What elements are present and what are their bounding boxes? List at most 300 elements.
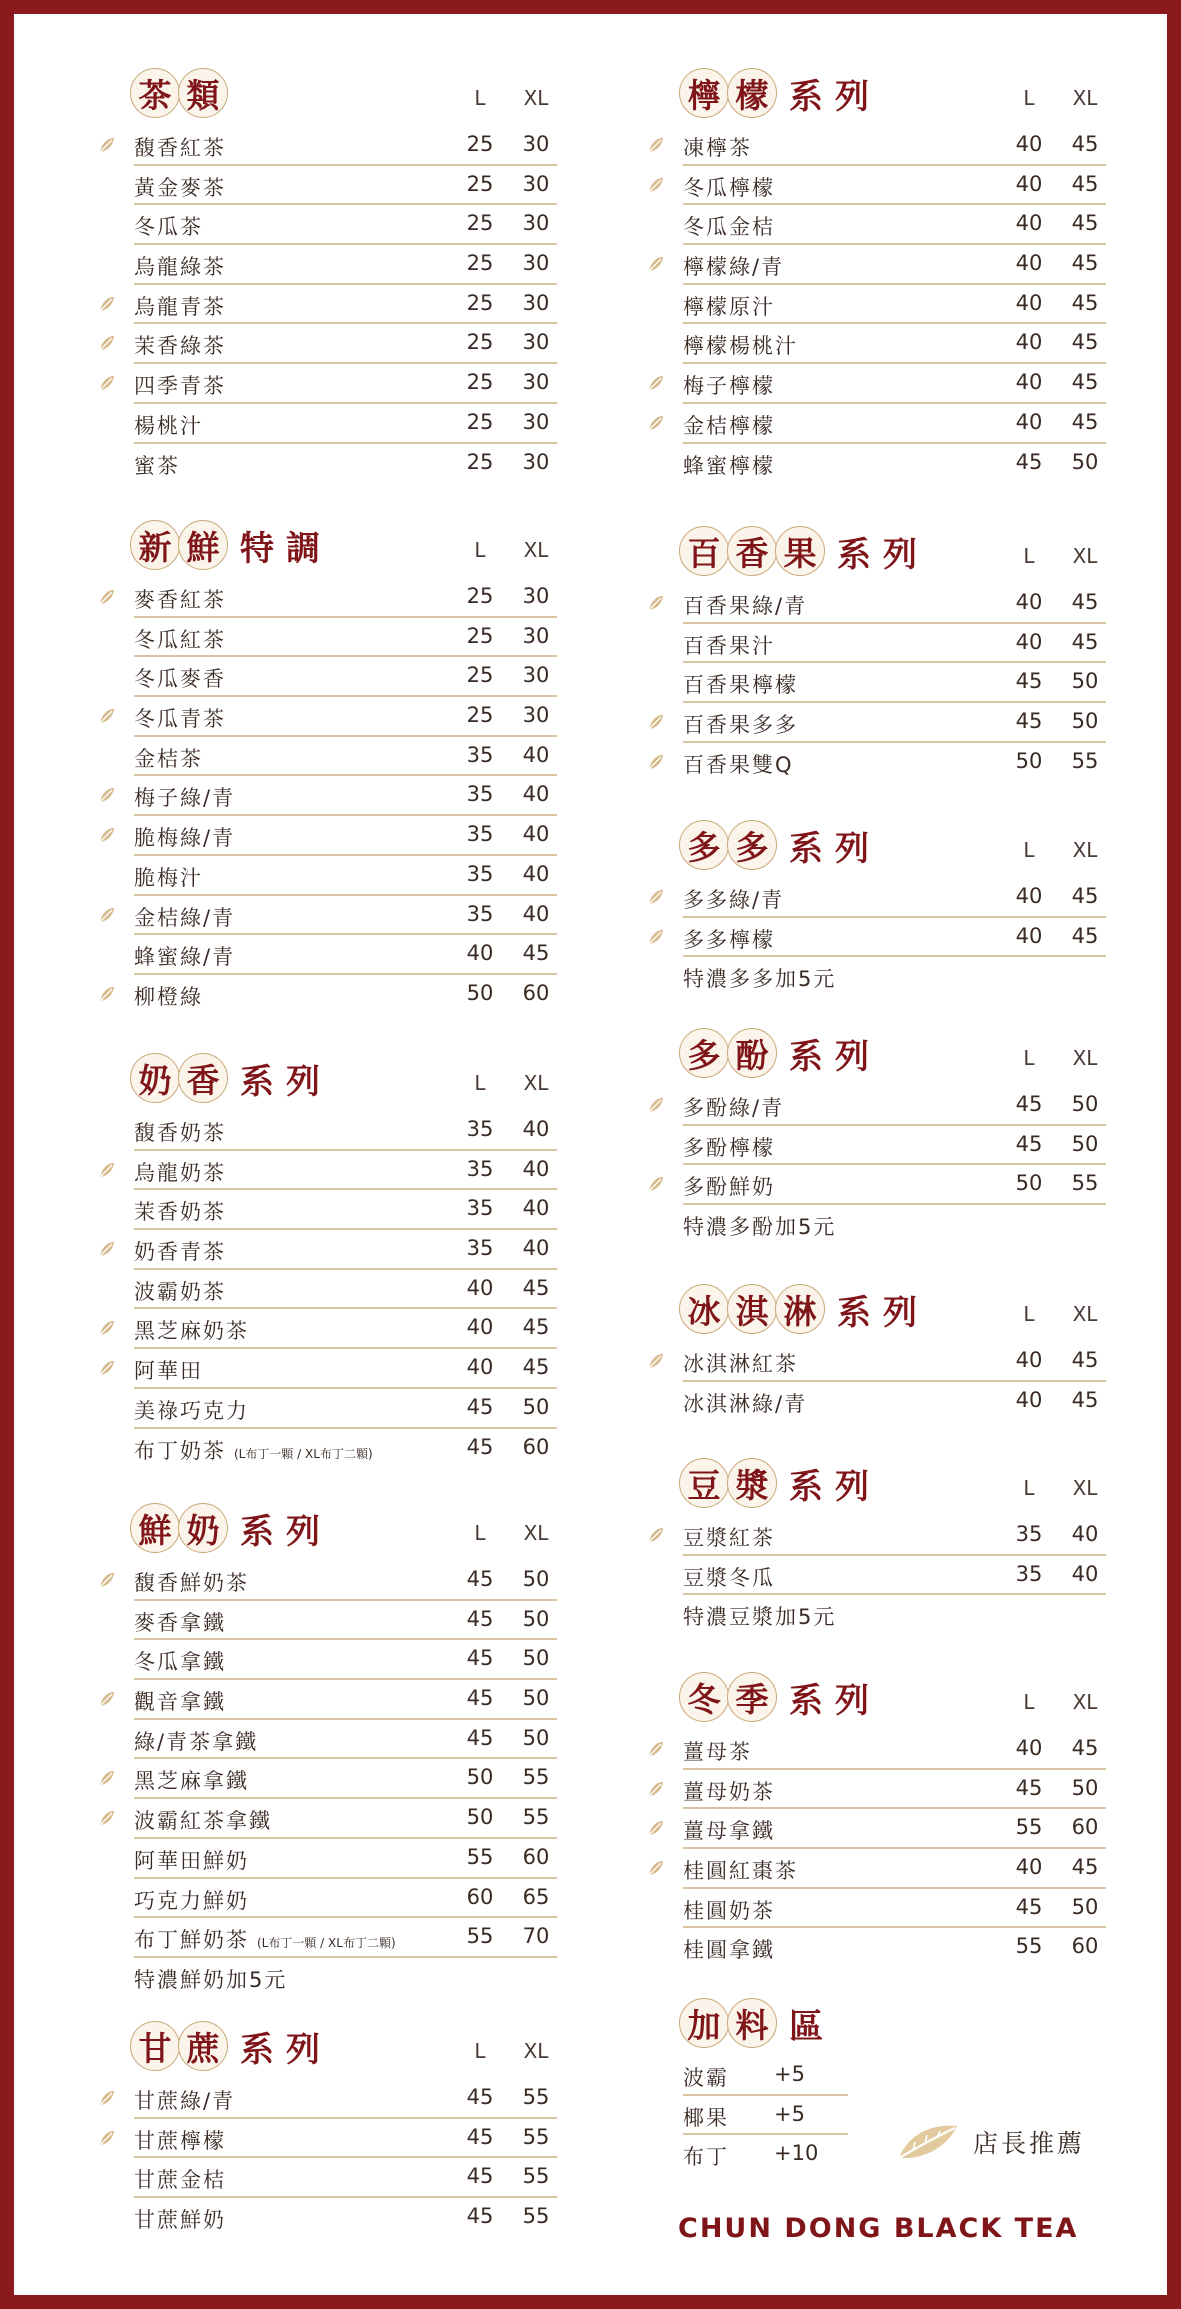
item-name: 多酚綠/青 bbox=[683, 1096, 785, 1120]
price-l: 50 bbox=[466, 980, 494, 1005]
price-l: 45 bbox=[466, 2204, 494, 2229]
item-name: 特濃多多加5元 bbox=[683, 967, 837, 992]
item-name-wrap bbox=[134, 1435, 373, 1465]
section-header bbox=[120, 516, 557, 578]
title-char-circled: 百 bbox=[679, 526, 729, 576]
section-title bbox=[130, 1053, 332, 1103]
menu-item bbox=[120, 126, 557, 166]
item-name: 黑芝麻拿鐵 bbox=[134, 1769, 249, 1794]
item-name: 百香果汁 bbox=[683, 633, 775, 658]
price-l: 45 bbox=[1015, 709, 1043, 734]
tea-leaf-icon bbox=[98, 1690, 116, 1708]
item-name: 甘蔗綠/青 bbox=[134, 2089, 236, 2113]
section-header bbox=[669, 1454, 1106, 1516]
tea-leaf-icon bbox=[98, 2129, 116, 2147]
menu-item bbox=[120, 205, 557, 245]
price-l: 40 bbox=[1015, 251, 1043, 276]
tea-leaf-icon bbox=[647, 1780, 665, 1798]
section-header bbox=[669, 64, 1106, 126]
item-name: 特濃鮮奶加5元 bbox=[134, 1967, 288, 1992]
menu-item bbox=[120, 1561, 557, 1601]
size-xl-header: XL bbox=[523, 1071, 549, 1095]
title-text: 系列 bbox=[789, 828, 881, 869]
tea-leaf-icon bbox=[647, 1859, 665, 1877]
price-l: 45 bbox=[466, 1567, 494, 1591]
title-char-circled: 冬 bbox=[679, 1672, 729, 1722]
menu-item bbox=[120, 285, 557, 325]
price-l: 25 bbox=[466, 703, 494, 728]
price-xl: 50 bbox=[1071, 1131, 1099, 1156]
tea-leaf-icon bbox=[98, 1809, 116, 1827]
price-xl: 45 bbox=[1071, 409, 1099, 434]
menu-item bbox=[120, 776, 557, 816]
item-name: 冬瓜青茶 bbox=[134, 707, 226, 732]
addon-name: 布丁 bbox=[683, 2145, 729, 2170]
menu-section bbox=[120, 516, 557, 1015]
item-name: 麥香紅茶 bbox=[134, 588, 226, 612]
price-xl: 30 bbox=[522, 663, 550, 688]
size-l-header: L bbox=[1023, 544, 1035, 568]
price-l: 40 bbox=[1015, 1855, 1043, 1880]
menu-item bbox=[120, 2079, 557, 2119]
item-name: 冬瓜檸檬 bbox=[683, 175, 775, 200]
price-xl: 40 bbox=[522, 782, 550, 807]
price-l: 45 bbox=[466, 2124, 494, 2149]
menu-item bbox=[120, 975, 557, 1015]
menu-item bbox=[669, 364, 1106, 404]
title-text: 特調 bbox=[240, 528, 332, 569]
tea-leaf-icon bbox=[647, 1175, 665, 1193]
size-xl-header: XL bbox=[1072, 838, 1098, 862]
title-char-circled: 檬 bbox=[727, 68, 777, 118]
section-title bbox=[679, 68, 881, 118]
menu-item bbox=[669, 1770, 1106, 1810]
tea-leaf-icon bbox=[647, 928, 665, 946]
price-xl: 30 bbox=[522, 703, 550, 728]
menu-item bbox=[669, 1165, 1106, 1205]
item-name: 阿華田 bbox=[134, 1359, 203, 1384]
menu-item bbox=[120, 1309, 557, 1349]
price-xl: 30 bbox=[522, 449, 550, 474]
title-text: 區 bbox=[789, 2006, 835, 2047]
price-l: 55 bbox=[466, 1924, 494, 1949]
item-name: 金桔檸檬 bbox=[683, 413, 775, 438]
menu-section bbox=[669, 64, 1106, 483]
price-xl: 50 bbox=[1071, 709, 1099, 734]
tea-leaf-icon bbox=[98, 1161, 116, 1179]
price-xl: 50 bbox=[1071, 1894, 1099, 1919]
price-xl: 30 bbox=[522, 132, 550, 156]
title-char-circled: 檸 bbox=[679, 68, 729, 118]
size-l-header: L bbox=[1023, 1046, 1035, 1070]
menu-item bbox=[669, 1849, 1106, 1889]
menu-item bbox=[120, 444, 557, 484]
title-char-circled: 香 bbox=[727, 526, 777, 576]
price-xl: 45 bbox=[1071, 330, 1099, 355]
menu-page bbox=[14, 14, 1167, 2295]
price-xl: 45 bbox=[1071, 1736, 1099, 1760]
item-name: 百香果綠/青 bbox=[683, 594, 808, 618]
section-header bbox=[669, 816, 1106, 878]
item-name: 薑母拿鐵 bbox=[683, 1819, 775, 1844]
menu-item bbox=[120, 1680, 557, 1720]
menu-item bbox=[120, 2198, 557, 2238]
price-l: 40 bbox=[466, 1355, 494, 1380]
menu-item bbox=[120, 1601, 557, 1641]
price-xl: 45 bbox=[522, 1315, 550, 1340]
price-xl: 30 bbox=[522, 251, 550, 276]
item-name: 蜂蜜綠/青 bbox=[134, 945, 236, 970]
price-l: 55 bbox=[1015, 1934, 1043, 1959]
tea-leaf-icon bbox=[647, 594, 665, 612]
tea-leaf-icon bbox=[98, 1769, 116, 1787]
item-name: 多酚鮮奶 bbox=[683, 1175, 775, 1200]
price-xl: 55 bbox=[522, 2124, 550, 2149]
menu-item bbox=[669, 1086, 1106, 1126]
price-xl: 45 bbox=[1071, 1387, 1099, 1412]
price-l: 25 bbox=[466, 132, 494, 156]
item-name: 奶香青茶 bbox=[134, 1240, 226, 1265]
section-header bbox=[669, 522, 1106, 584]
addon-name: 波霸 bbox=[683, 2066, 729, 2090]
price-xl: 30 bbox=[522, 330, 550, 355]
menu-item bbox=[669, 404, 1106, 444]
price-xl: 60 bbox=[522, 980, 550, 1005]
price-xl: 45 bbox=[1071, 923, 1099, 948]
title-char-circled: 料 bbox=[727, 1998, 777, 2048]
item-name: 桂圓拿鐵 bbox=[683, 1938, 775, 1963]
tea-leaf-icon bbox=[98, 588, 116, 606]
tea-leaf-icon bbox=[893, 2122, 961, 2162]
item-name: 脆梅汁 bbox=[134, 865, 203, 890]
menu-section bbox=[120, 1499, 557, 1998]
price-l: 40 bbox=[466, 1315, 494, 1340]
item-name: 甘蔗金桔 bbox=[134, 2168, 226, 2193]
menu-item bbox=[120, 618, 557, 658]
price-l: 45 bbox=[1015, 669, 1043, 694]
menu-item bbox=[120, 1151, 557, 1191]
title-char-circled: 類 bbox=[178, 68, 228, 118]
menu-item bbox=[120, 856, 557, 896]
menu-item bbox=[669, 1889, 1106, 1929]
item-name: 蜂蜜檸檬 bbox=[683, 453, 775, 478]
size-l-header: L bbox=[474, 2039, 486, 2063]
price-l: 40 bbox=[1015, 884, 1043, 908]
item-name: 多酚檸檬 bbox=[683, 1135, 775, 1160]
menu-item bbox=[120, 404, 557, 444]
item-name: 冬瓜紅茶 bbox=[134, 627, 226, 652]
item-name: 冬瓜麥香 bbox=[134, 667, 226, 692]
item-note: (L布丁一顆 / XL布丁二顆) bbox=[234, 1446, 373, 1461]
size-l-header: L bbox=[1023, 1302, 1035, 1326]
item-name: 薑母茶 bbox=[683, 1740, 752, 1764]
item-name: 觀音拿鐵 bbox=[134, 1690, 226, 1715]
legend-label: 店長推薦 bbox=[973, 2129, 1086, 2158]
price-xl: 50 bbox=[522, 1606, 550, 1631]
title-char-circled: 奶 bbox=[178, 1503, 228, 1553]
price-l: 50 bbox=[466, 1765, 494, 1790]
price-l: 45 bbox=[466, 2085, 494, 2109]
price-xl: 45 bbox=[522, 1275, 550, 1300]
section-header bbox=[669, 1994, 1106, 2056]
menu-item bbox=[669, 1928, 1106, 1968]
price-l: 45 bbox=[466, 1434, 494, 1459]
item-name: 金桔綠/青 bbox=[134, 905, 236, 930]
menu-item bbox=[120, 1111, 557, 1151]
item-name: 冰淇淋紅茶 bbox=[683, 1352, 798, 1376]
price-l: 25 bbox=[466, 623, 494, 648]
price-l: 45 bbox=[466, 1646, 494, 1671]
item-name: 檸檬原汁 bbox=[683, 294, 775, 319]
price-xl: 30 bbox=[522, 584, 550, 608]
price-l: 45 bbox=[466, 1725, 494, 1750]
price-l: 45 bbox=[1015, 1092, 1043, 1116]
menu-section bbox=[669, 522, 1106, 782]
price-l: 45 bbox=[1015, 1131, 1043, 1156]
menu-item bbox=[120, 1429, 557, 1469]
item-name: 波霸紅茶拿鐵 bbox=[134, 1809, 272, 1834]
price-xl: 55 bbox=[522, 1805, 550, 1830]
title-char-circled: 果 bbox=[775, 526, 825, 576]
item-name: 豆漿冬瓜 bbox=[683, 1565, 775, 1590]
price-l: 45 bbox=[466, 1686, 494, 1711]
price-xl: 40 bbox=[522, 1117, 550, 1141]
price-xl: 30 bbox=[522, 623, 550, 648]
title-text: 系列 bbox=[789, 1680, 881, 1721]
price-l: 40 bbox=[1015, 409, 1043, 434]
title-text: 系列 bbox=[240, 1061, 332, 1102]
menu-item bbox=[669, 957, 1106, 997]
price-l: 35 bbox=[466, 861, 494, 886]
tea-leaf-icon bbox=[98, 1571, 116, 1589]
price-l: 35 bbox=[466, 1196, 494, 1221]
item-name: 檸檬綠/青 bbox=[683, 255, 785, 280]
title-char-circled: 茶 bbox=[130, 68, 180, 118]
price-xl: 45 bbox=[1071, 590, 1099, 614]
addon-price: +10 bbox=[774, 2141, 819, 2166]
menu-item bbox=[120, 1720, 557, 1760]
price-xl: 45 bbox=[1071, 884, 1099, 908]
item-name: 蜜茶 bbox=[134, 453, 180, 478]
title-char-circled: 冰 bbox=[679, 1284, 729, 1334]
price-l: 25 bbox=[466, 663, 494, 688]
item-name: 百香果雙Q bbox=[683, 752, 794, 777]
menu-item bbox=[669, 1382, 1106, 1422]
price-xl: 50 bbox=[522, 1686, 550, 1711]
price-xl: 45 bbox=[1071, 171, 1099, 196]
price-xl: 45 bbox=[1071, 1855, 1099, 1880]
menu-item bbox=[120, 2158, 557, 2198]
price-xl: 45 bbox=[1071, 211, 1099, 236]
size-xl-header: XL bbox=[1072, 544, 1098, 568]
size-l-header: L bbox=[474, 1071, 486, 1095]
tea-leaf-icon bbox=[647, 136, 665, 154]
price-l: 35 bbox=[1015, 1561, 1043, 1586]
menu-item bbox=[120, 1270, 557, 1310]
price-l: 35 bbox=[466, 1156, 494, 1181]
price-xl: 45 bbox=[1071, 629, 1099, 654]
price-l: 35 bbox=[1015, 1522, 1043, 1546]
price-l: 25 bbox=[466, 330, 494, 355]
section-title bbox=[679, 1998, 835, 2048]
menu-item bbox=[120, 816, 557, 856]
addon-price: +5 bbox=[774, 2101, 805, 2126]
menu-item bbox=[669, 166, 1106, 206]
size-l-header: L bbox=[1023, 86, 1035, 110]
section-title bbox=[130, 2021, 332, 2071]
menu-item bbox=[669, 126, 1106, 166]
price-xl: 55 bbox=[1071, 1171, 1099, 1196]
menu-section bbox=[120, 2017, 557, 2238]
size-xl-header: XL bbox=[1072, 1302, 1098, 1326]
price-xl: 55 bbox=[522, 2204, 550, 2229]
tea-leaf-icon bbox=[98, 1359, 116, 1377]
price-xl: 40 bbox=[522, 822, 550, 847]
price-l: 35 bbox=[466, 1236, 494, 1261]
price-xl: 50 bbox=[522, 1646, 550, 1671]
price-xl: 45 bbox=[522, 1355, 550, 1380]
menu-item bbox=[669, 1595, 1106, 1635]
title-char-circled: 香 bbox=[178, 1053, 228, 1103]
tea-leaf-icon bbox=[647, 1096, 665, 1114]
item-name: 冬瓜拿鐵 bbox=[134, 1650, 226, 1675]
price-l: 40 bbox=[1015, 590, 1043, 614]
tea-leaf-icon bbox=[98, 985, 116, 1003]
menu-item bbox=[120, 324, 557, 364]
menu-item bbox=[120, 245, 557, 285]
menu-item bbox=[120, 935, 557, 975]
title-text: 系列 bbox=[789, 76, 881, 117]
price-l: 25 bbox=[466, 370, 494, 395]
price-xl: 50 bbox=[1071, 1092, 1099, 1116]
tea-leaf-icon bbox=[98, 826, 116, 844]
section-title bbox=[130, 1503, 332, 1553]
addon-price: +5 bbox=[774, 2062, 805, 2086]
price-l: 25 bbox=[466, 584, 494, 608]
price-xl: 40 bbox=[522, 1196, 550, 1221]
menu-item bbox=[120, 1799, 557, 1839]
addon-item bbox=[669, 2056, 1106, 2096]
item-name: 特濃豆漿加5元 bbox=[683, 1605, 837, 1630]
tea-leaf-icon bbox=[647, 1740, 665, 1758]
item-name: 布丁奶茶 bbox=[134, 1438, 226, 1463]
item-name: 豆漿紅茶 bbox=[683, 1526, 775, 1550]
price-xl: 60 bbox=[522, 1844, 550, 1869]
price-l: 40 bbox=[1015, 1387, 1043, 1412]
title-char-circled: 季 bbox=[727, 1672, 777, 1722]
item-name: 茉香綠茶 bbox=[134, 334, 226, 359]
menu-section bbox=[669, 816, 1106, 997]
menu-item bbox=[120, 657, 557, 697]
item-name: 薑母奶茶 bbox=[683, 1779, 775, 1804]
item-name: 巧克力鮮奶 bbox=[134, 1888, 249, 1913]
legend bbox=[893, 2122, 1085, 2162]
title-char-circled: 加 bbox=[679, 1998, 729, 2048]
price-xl: 45 bbox=[1071, 370, 1099, 395]
item-name: 麥香拿鐵 bbox=[134, 1610, 226, 1635]
tea-leaf-icon bbox=[98, 906, 116, 924]
price-xl: 40 bbox=[522, 861, 550, 886]
item-name: 特濃多酚加5元 bbox=[683, 1215, 837, 1240]
menu-item bbox=[669, 663, 1106, 703]
tea-leaf-icon bbox=[98, 295, 116, 313]
price-xl: 50 bbox=[1071, 669, 1099, 694]
price-l: 40 bbox=[1015, 1736, 1043, 1760]
tea-leaf-icon bbox=[98, 136, 116, 154]
item-name: 柳橙綠 bbox=[134, 984, 203, 1009]
title-char-circled: 多 bbox=[679, 820, 729, 870]
section-header bbox=[120, 64, 557, 126]
menu-item bbox=[669, 245, 1106, 285]
price-l: 40 bbox=[1015, 629, 1043, 654]
title-text: 系列 bbox=[789, 1466, 881, 1507]
price-l: 35 bbox=[466, 901, 494, 926]
price-xl: 50 bbox=[522, 1394, 550, 1419]
size-xl-header: XL bbox=[1072, 1476, 1098, 1500]
title-char-circled: 多 bbox=[727, 820, 777, 870]
item-name: 梅子綠/青 bbox=[134, 786, 236, 811]
brand-name: CHUN DONG BLACK TEA bbox=[678, 2213, 1079, 2244]
menu-item bbox=[669, 1342, 1106, 1382]
item-name: 冬瓜金桔 bbox=[683, 215, 775, 240]
menu-item bbox=[120, 1190, 557, 1230]
price-l: 35 bbox=[466, 742, 494, 767]
menu-item bbox=[120, 578, 557, 618]
title-char-circled: 蔗 bbox=[178, 2021, 228, 2071]
item-name: 綠/青茶拿鐵 bbox=[134, 1729, 259, 1754]
price-l: 40 bbox=[1015, 171, 1043, 196]
menu-item bbox=[120, 1839, 557, 1879]
price-xl: 65 bbox=[522, 1884, 550, 1909]
title-char-circled: 豆 bbox=[679, 1458, 729, 1508]
item-name: 冬瓜茶 bbox=[134, 215, 203, 240]
section-title bbox=[679, 1284, 929, 1334]
item-name: 黃金麥茶 bbox=[134, 175, 226, 200]
menu-item bbox=[120, 1759, 557, 1799]
price-xl: 30 bbox=[522, 211, 550, 236]
section-title bbox=[130, 520, 332, 570]
price-xl: 45 bbox=[1071, 251, 1099, 276]
tea-leaf-icon bbox=[647, 176, 665, 194]
menu-item bbox=[669, 1126, 1106, 1166]
price-l: 45 bbox=[1015, 1894, 1043, 1919]
tea-leaf-icon bbox=[647, 753, 665, 771]
section-title bbox=[679, 1028, 881, 1078]
menu-section bbox=[669, 1024, 1106, 1245]
price-xl: 60 bbox=[1071, 1934, 1099, 1959]
menu-item bbox=[669, 285, 1106, 325]
menu-item bbox=[120, 1958, 557, 1998]
menu-item bbox=[669, 743, 1106, 783]
menu-item bbox=[120, 1879, 557, 1919]
size-l-header: L bbox=[1023, 838, 1035, 862]
menu-item bbox=[669, 624, 1106, 664]
item-name: 烏龍綠茶 bbox=[134, 255, 226, 280]
section-title bbox=[130, 68, 228, 118]
price-xl: 55 bbox=[1071, 748, 1099, 773]
tea-leaf-icon bbox=[647, 713, 665, 731]
price-xl: 45 bbox=[1071, 290, 1099, 315]
price-l: 45 bbox=[1015, 449, 1043, 474]
item-name: 桂圓奶茶 bbox=[683, 1898, 775, 1923]
size-xl-header: XL bbox=[523, 2039, 549, 2063]
price-l: 40 bbox=[1015, 290, 1043, 315]
menu-section bbox=[669, 1280, 1106, 1421]
price-xl: 45 bbox=[522, 941, 550, 966]
menu-item bbox=[669, 324, 1106, 364]
title-text: 系列 bbox=[240, 1511, 332, 1552]
item-name: 甘蔗檸檬 bbox=[134, 2128, 226, 2153]
